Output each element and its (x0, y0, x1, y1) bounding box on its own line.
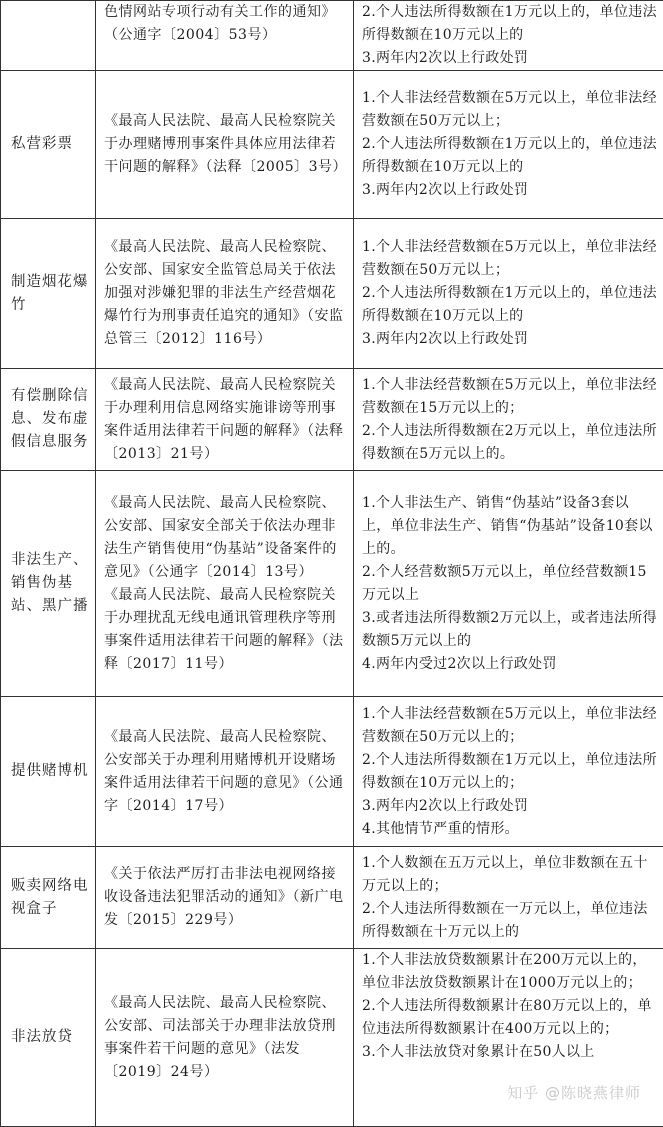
law-cell (96, 471, 354, 697)
law-cell (96, 949, 354, 1127)
category-cell: 贩卖网络电视盒子 (1, 847, 96, 949)
criterion: 3.或者违法所得数额2万元以上，或者违法所得数额5万元以上的 (362, 607, 657, 653)
criterion: 1.个人非法放贷数额累计在200万元以上的，单位非法放贷数额累计在1000万元以上的； (362, 949, 657, 995)
law-text: 《最高人民法院、最高人民检察院关于办理赌博刑事案件具体应用法律若干问题的解释》（法释〔2005〕3号） (104, 110, 347, 179)
category-cell: 有偿删除信息、发布虚假信息服务 (1, 369, 96, 471)
law-text: 色情网站专项行动有关工作的通知》（公通字〔2004〕53号） (104, 1, 347, 47)
criterion: 2.个人违法所得数额在一万元以上，单位违法所得数额在十万元以上的 (362, 898, 657, 944)
criterion: 3.两年内2次以上行政处罚 (362, 47, 657, 70)
criterion: 4.两年内受过2次以上行政处罚 (362, 653, 657, 676)
criterion: 2.个人违法所得数额在1万元以上的，单位违法所得数额在10万元以上的 (362, 133, 657, 179)
criterion: 3.两年内2次以上行政处罚 (362, 179, 657, 202)
law-text: 《最高人民法院、最高人民检察院、公安部、国家安全监管总局关于依法加强对涉嫌犯罪的非法生产经营烟花爆竹行为刑事责任追究的通知》（安监总管三〔2012〕116号） (104, 236, 347, 351)
table-row (1, 847, 663, 949)
criterion: 4.其他情节严重的情形。 (362, 818, 657, 841)
criteria-cell (354, 369, 663, 471)
criteria-cell (354, 471, 663, 697)
criteria-cell (354, 1, 663, 71)
table-row (1, 219, 663, 369)
category-cell: 非法生产、销售伪基站、黑广播 (1, 471, 96, 697)
criteria-cell (354, 219, 663, 369)
criterion: 2.个人违法所得数额在2万元以上，单位违法所得数额在5万元以上的。 (362, 420, 657, 466)
law-cell (96, 369, 354, 471)
table-row (1, 369, 663, 471)
criterion: 1.个人非法经营数额在5万元以上，单位非法经营数额在50万元以上； (362, 87, 657, 133)
criterion: 1.个人非法经营数额在5万元以上，单位非法经营数额在50万元以上的； (362, 703, 657, 749)
criterion: 1.个人数额在五万元以上，单位非数额在五十万元以上的； (362, 852, 657, 898)
watermark: 知乎 @陈晓燕律师 (507, 1082, 641, 1103)
category-cell: 非法放贷 (1, 949, 96, 1127)
table-row (1, 71, 663, 219)
law-text: 《最高人民法院、最高人民检察院、公安部关于办理利用赌博机开设赌场案件适用法律若干问题的意见》（公通字〔2014〕17号） (104, 726, 347, 818)
criterion: 1.个人非法经营数额在5万元以上，单位非法经营数额在50万元以上； (362, 236, 657, 282)
law-text: 《最高人民法院、最高人民检察院、公安部、国家安全部关于依法办理非法生产销售使用“伪基站”设备案件的意见》（公通字〔2014〕13号） (104, 492, 347, 584)
table-row (1, 697, 663, 847)
law-cell (96, 1, 354, 71)
criteria-cell (354, 71, 663, 219)
criteria-cell (354, 847, 663, 949)
law-cell (96, 219, 354, 369)
law-text: 《最高人民法院、最高人民检察院关于办理扰乱无线电通讯管理秩序等刑事案件适用法律若干问题的解释》（法释〔2017〕11号） (104, 584, 347, 676)
table-row (1, 1, 663, 71)
law-cell (96, 847, 354, 949)
category-cell: 私营彩票 (1, 71, 96, 219)
table-row (1, 471, 663, 697)
criteria-cell (354, 697, 663, 847)
criterion: 3.两年内2次以上行政处罚 (362, 795, 657, 818)
category-cell: 制造烟花爆竹 (1, 219, 96, 369)
law-cell (96, 71, 354, 219)
category-cell: 提供赌博机 (1, 697, 96, 847)
criterion: 2.个人违法所得数额在1万元以上的，单位违法所得数额在10万元以上的 (362, 1, 657, 47)
category-cell (1, 1, 96, 71)
criterion: 1.个人非法经营数额在5万元以上，单位非法经营数额在15万元以上的； (362, 374, 657, 420)
law-text: 《关于依法严厉打击非法电视网络接收设备违法犯罪活动的通知》（新广电发〔2015〕229号） (104, 863, 347, 932)
criterion: 2.个人违法所得数额在1万元以上的，单位违法所得数额在10万元以上的 (362, 282, 657, 328)
criterion: 2.个人经营数额5万元以上，单位经营数额15万元以上 (362, 561, 657, 607)
law-text: 《最高人民法院、最高人民检察院关于办理利用信息网络实施诽谤等刑事案件适用法律若干问题的解释》（法释〔2013〕21号） (104, 374, 347, 466)
law-text: 《最高人民法院、最高人民检察院、公安部、司法部关于办理非法放贷刑事案件若干问题的意见》（法发〔2019〕24号） (104, 992, 347, 1084)
criterion: 3.个人非法放贷对象累计在50人以上 (362, 1041, 657, 1064)
criterion: 2.个人违法所得数额在1万元以上，单位违法所得数额在10万元以上的； (362, 749, 657, 795)
law-cell (96, 697, 354, 847)
criterion: 2.个人违法所得数额累计在80万元以上的，单位违法所得数额累计在400万元以上的； (362, 995, 657, 1041)
criterion: 3.两年内2次以上行政处罚 (362, 328, 657, 351)
criterion: 1.个人非法生产、销售“伪基站”设备3套以上，单位非法生产、销售“伪基站”设备10套以上的。 (362, 492, 657, 561)
